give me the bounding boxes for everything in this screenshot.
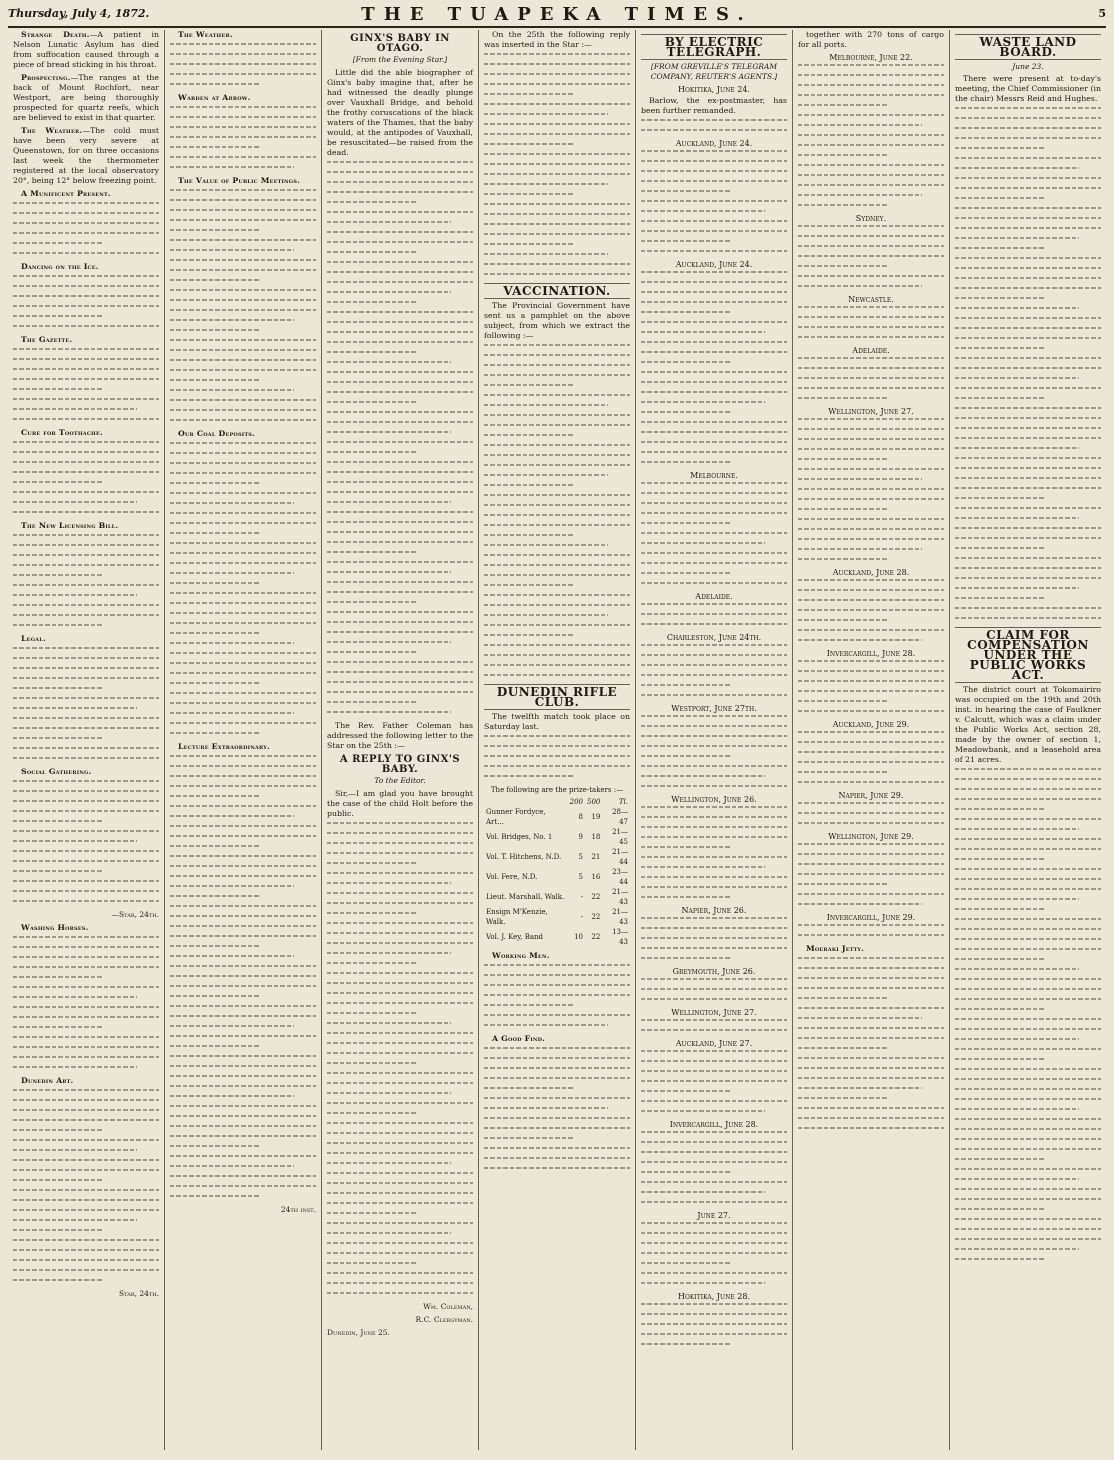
illegible-text [484, 735, 630, 777]
section-heading-waste-land: WASTE LAND BOARD. [955, 34, 1101, 60]
illegible-text [484, 964, 630, 1026]
illegible-text [13, 534, 159, 626]
article-source: [From the Evening Star.] [352, 55, 448, 64]
illegible-text [484, 1047, 630, 1169]
newspaper-title: THE TUAPEKA TIMES. [361, 4, 753, 25]
illegible-text [13, 348, 159, 420]
illegible-text [798, 731, 944, 783]
illegible-text [13, 202, 159, 254]
masthead [8, 4, 1106, 28]
article-public-meetings: The Value of Public Meetings. [178, 176, 301, 185]
illegible-text [641, 715, 787, 787]
article-coal-deposits: Our Coal Deposits. [178, 429, 255, 438]
prize-table-caption: The following are the prize-takers :— [490, 786, 624, 794]
prize-col-header [484, 797, 568, 807]
illegible-text [484, 344, 630, 676]
vaccination-intro: The Provincial Government have sent us a pamphlet on the above subject, from which we extract the following :— [484, 301, 630, 340]
article-credit: 24th inst. [280, 1205, 316, 1214]
letter-place-date: Dunedin, June 25. [327, 1328, 390, 1337]
table-row: Lieut. Marshall, Walk. - 22 21—43 [486, 888, 628, 906]
section-heading-rifle-club: DUNEDIN RIFLE CLUB. [484, 684, 630, 710]
telegram-dateline: Auckland, June 27. [675, 1039, 753, 1048]
illegible-text [641, 150, 787, 252]
meeting-date: June 23. [1012, 62, 1044, 71]
telegram-dateline: Charleston, June 24th. [666, 633, 762, 642]
illegible-text [798, 802, 944, 824]
telegram-dateline: Greymouth, June 26. [672, 967, 756, 976]
prize-col-header: Tl. [618, 798, 628, 806]
letter-signature-title: R.C. Clergyman. [415, 1315, 473, 1324]
illegible-text [641, 1050, 787, 1112]
letter-heading: A REPLY TO GINX'S BABY. [339, 754, 461, 775]
section-heading-vaccination: VACCINATION. [484, 283, 630, 299]
illegible-text [798, 418, 944, 560]
telegram-dateline: Auckland, June 24. [675, 139, 753, 148]
illegible-text [641, 806, 787, 898]
illegible-text [13, 647, 159, 759]
telegram-dateline: Wellington, June 27. [671, 1008, 757, 1017]
section-heading-compensation: CLAIM FOR COMPENSATION UNDER THE PUBLIC WORKS ACT. [955, 627, 1101, 683]
illegible-text [955, 107, 1101, 619]
article-body: Little did the able biographer of Ginx's baby imagine that, after he had witnessed the deadly plunge over Vauxhall Bridge, and behold the frothy coruscations of the black waters of the Thames, that the baby would, at the antipodes of Vauxhall, be resuscitated—be raised from the dead. [327, 68, 473, 157]
illegible-text [641, 482, 787, 584]
rifle-club-intro: The twelfth match took place on Saturday last. [484, 712, 630, 731]
article-heading: GINX'S BABY IN OTAGO. [350, 33, 450, 54]
article-good-find: A Good Find. [492, 1034, 546, 1043]
telegram-dateline: Newcastle. [848, 295, 894, 304]
illegible-text [170, 442, 316, 734]
article-gazette: The Gazette. [21, 335, 73, 344]
article-warden-arrow: Warden at Arrow. [178, 93, 251, 102]
article-legal: Legal. [21, 634, 46, 643]
illegible-text [170, 106, 316, 168]
column-5 [636, 30, 793, 1450]
telegram-dateline: Auckland, June 28. [832, 568, 910, 577]
illegible-text [13, 1089, 159, 1281]
illegible-text [327, 822, 473, 1294]
table-row: Ensign M'Kenzie, Walk. - 22 21—43 [486, 908, 628, 926]
table-row: Gunner Fordyce, Art... 8 19 28—47 [486, 808, 628, 826]
article-weather: The Weather.—The cold must have been very severe at Queenstown, for on three occasions last week the thermometer registered at the local observatory 20°, being 12° below freezing point. [13, 126, 159, 185]
illegible-text [798, 64, 944, 206]
column-6 [793, 30, 950, 1450]
telegram-dateline: Invercargill, June 28. [826, 649, 916, 658]
waste-land-intro: There were present at to-day's meeting, the Chief Commissioner (in the chair) Messrs Reid and Hughes. [955, 74, 1101, 103]
page-number: 5 [1098, 7, 1106, 20]
article-moeraki-jetty: Moeraki Jetty. [806, 944, 865, 953]
telegram-dateline: Wellington, June 26. [671, 795, 757, 804]
telegram-dateline: Wellington, June 29. [828, 832, 914, 841]
telegram-dateline: June 27. [697, 1211, 731, 1220]
illegible-text [13, 936, 159, 1068]
illegible-text [798, 579, 944, 641]
illegible-text [641, 917, 787, 959]
compensation-intro: The district court at Tokomairiro was occupied on the 19th and 20th inst. in hearing the case of Faulkner v. Calcutt, which was a claim under the Public Works Act, section 28, made by the owner of section 1, Meadowbank, and a leasehold area of 21 acres. [955, 685, 1101, 764]
illegible-text [798, 924, 944, 936]
article-working-men: Working Men. [492, 951, 550, 960]
letter-subheading: To the Editor. [374, 776, 426, 785]
letter-signature-name: Wm. Coleman, [423, 1302, 473, 1311]
illegible-text [641, 119, 787, 131]
telegram-dateline: Wellington, June 27. [828, 407, 914, 416]
column-2 [165, 30, 322, 1450]
section-heading-telegraph: BY ELECTRIC TELEGRAPH. [641, 34, 787, 60]
telegram-dateline: Westport, June 27th. [671, 704, 757, 713]
continued-text: together with 270 tons of cargo for all ports. [798, 30, 944, 49]
illegible-text [13, 441, 159, 513]
article-weather-2: The Weather. [178, 30, 233, 39]
article-dancing-on-ice: Dancing on the Ice. [21, 262, 99, 271]
letter-intro: The Rev. Father Coleman has addressed the following letter to the Star on the 25th :— [327, 721, 473, 750]
article-dunedin-art: Dunedin Art. [21, 1076, 74, 1085]
article-credit: Star, 24th. [119, 1289, 159, 1298]
column-7 [950, 30, 1106, 1450]
illegible-text [13, 780, 159, 902]
article-lecture: Lecture Extraordinary. [178, 742, 270, 751]
illegible-text [798, 957, 944, 1129]
prize-table [484, 797, 630, 947]
illegible-text [798, 843, 944, 905]
prize-col-header: 200 [569, 798, 584, 806]
illegible-text [484, 53, 630, 275]
issue-date: Thursday, July 4, 1872. [8, 7, 150, 20]
telegram-dateline: Melbourne, June 22. [829, 53, 913, 62]
table-row: Vol. J. Key, Band 10 22 13—43 [486, 928, 628, 946]
letter-body: Sir,—I am glad you have brought the case of the child Holt before the public. [327, 789, 473, 818]
telegram-dateline: Hokitika, June 24. [678, 85, 750, 94]
telegram-dateline: Napier, June 29. [838, 791, 904, 800]
illegible-text [641, 1303, 787, 1345]
illegible-text [641, 644, 787, 696]
prize-col-header: 500 [587, 798, 601, 806]
table-row: Vol. T. Hitchens, N.D. 5 21 21—44 [486, 848, 628, 866]
telegram-dateline: Napier, June 26. [681, 906, 747, 915]
article-credit: —Star, 24th. [111, 910, 159, 919]
illegible-text [798, 225, 944, 287]
illegible-text [641, 1222, 787, 1284]
telegram-dateline: Invercargill, June 28. [669, 1120, 759, 1129]
telegraph-source: [FROM GREVILLE'S TELEGRAM COMPANY, REUTER'S AGENTS.] [650, 62, 778, 81]
illegible-text [170, 189, 316, 421]
article-social-gathering: Social Gathering. [21, 767, 92, 776]
column-4 [479, 30, 636, 1450]
reply-intro: On the 25th the following reply was inserted in the Star :— [484, 30, 630, 49]
telegram-dateline: Adelaide. [852, 346, 890, 355]
table-row: Vol. Fere, N.D. 5 16 23—44 [486, 868, 628, 886]
article-munificent-present: A Munificent Present. [21, 189, 111, 198]
article-licensing-bill: The New Licensing Bill. [21, 521, 119, 530]
article-strange-death: Strange Death.—A patient in Nelson Lunatic Asylum has died from suffocation caused through a piece of bread sticking in his throat. [13, 30, 160, 69]
illegible-text [798, 357, 944, 399]
telegram-dateline: Adelaide. [695, 592, 733, 601]
illegible-text [327, 161, 473, 713]
column-3 [322, 30, 479, 1450]
telegram-dateline: Melbourne. [690, 471, 738, 480]
illegible-text [641, 978, 787, 1000]
illegible-text [798, 660, 944, 712]
illegible-text [641, 271, 787, 463]
article-cure-toothache: Cure for Toothache. [21, 428, 103, 437]
illegible-text [641, 1131, 787, 1203]
illegible-text [641, 1019, 787, 1031]
illegible-text [170, 755, 316, 1197]
telegram-dateline: Sydney. [855, 214, 887, 223]
columns [8, 30, 1106, 1450]
illegible-text [798, 306, 944, 338]
illegible-text [170, 43, 316, 85]
article-washing-horses: Washing Horses. [21, 923, 89, 932]
illegible-text [955, 768, 1101, 1260]
illegible-text [13, 275, 159, 327]
telegram-dateline: Auckland, June 24. [675, 260, 753, 269]
illegible-text [641, 603, 787, 625]
article-prospecting: Prospecting.—The ranges at the back of Mount Rochfort, near Westport, are being thoroughly prospected for quartz reefs, which are believed to exist in that quarter. [13, 73, 159, 122]
telegram-dateline: Invercargill, June 29. [826, 913, 916, 922]
telegram-dateline: Auckland, June 29. [832, 720, 910, 729]
column-1 [8, 30, 165, 1450]
telegram-text: Barlow, the ex-postmaster, has been further remanded. [641, 96, 787, 115]
telegram-dateline: Hokitika, June 28. [678, 1292, 750, 1301]
table-row: Vol. Bridges, No. 1 9 18 21—45 [486, 828, 628, 846]
